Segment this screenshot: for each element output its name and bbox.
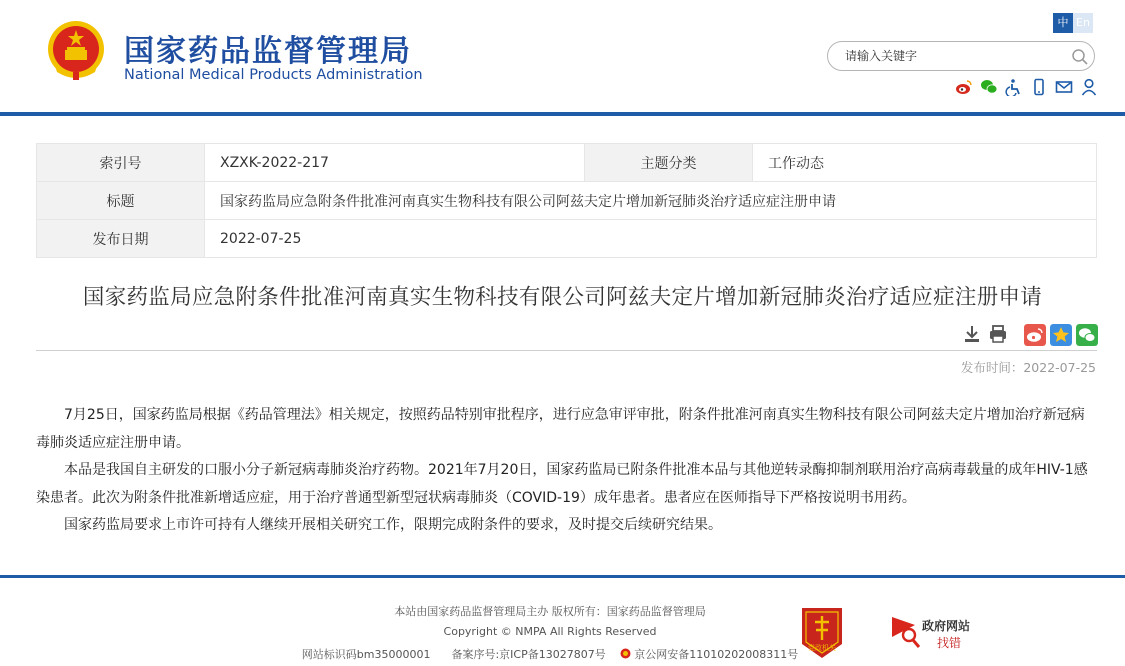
- document-meta-table: [36, 143, 1097, 258]
- national-emblem-logo[interactable]: [47, 20, 105, 82]
- publish-time: 发布时间：2022-07-25: [960, 360, 1096, 375]
- lang-en-button[interactable]: En: [1073, 13, 1093, 33]
- date-label: 发布日期: [37, 220, 205, 258]
- index-value: XZXK-2022-217: [205, 144, 585, 182]
- search-icon[interactable]: [1071, 48, 1089, 66]
- article-paragraph: 国家药监局要求上市许可持有人继续开展相关研究工作，限期完成附条件的要求，及时提交后续研究结果。: [64, 517, 722, 533]
- header-icon-bar: [955, 78, 1105, 96]
- share-weibo-icon[interactable]: [1024, 324, 1046, 346]
- site-title-en[interactable]: National Medical Products Administration: [124, 67, 423, 83]
- badge2-subtitle: 找错: [937, 636, 962, 650]
- article-paragraph: 本品是我国自主研发的口服小分子新冠病毒肺炎治疗药物。2021年7月20日，国家药监局已附条件批准本品与其他逆转录酶抑制剂联用治疗高病毒载量的成年HIV-1感染患者。此次为附条件批准新增适应症，用于治疗普通型新型冠状病毒肺炎（COVID-19）成年患者。患者应在医师指导下严格按说明书用药。: [36, 462, 1088, 506]
- icp-link[interactable]: 备案序号:京ICP备13027807号: [451, 648, 606, 661]
- accessibility-icon[interactable]: [1005, 78, 1023, 96]
- badge1-text: 党政机关: [808, 644, 836, 652]
- title-label: 标题: [37, 182, 205, 220]
- search-box: [827, 41, 1095, 71]
- site-title-cn[interactable]: 国家药品监督管理局: [124, 34, 412, 69]
- meta-row: [37, 220, 1097, 258]
- site-id: 网站标识码bm35000001: [301, 648, 431, 661]
- police-record-link[interactable]: 京公网安备11010202008311号: [634, 648, 799, 661]
- topic-value: 工作动态: [753, 144, 1097, 182]
- article-toolbar: [962, 324, 1102, 346]
- index-label: 索引号: [37, 144, 205, 182]
- footer-divider: [0, 575, 1125, 578]
- email-icon[interactable]: [1055, 78, 1073, 96]
- title-value: 国家药监局应急附条件批准河南真实生物科技有限公司阿兹夫定片增加新冠肺炎治疗适应症注册申请: [205, 182, 1097, 220]
- title-divider: [36, 350, 1097, 351]
- weibo-icon[interactable]: [955, 78, 973, 96]
- site-header: [0, 0, 1125, 112]
- police-badge-icon: [620, 648, 631, 659]
- footer-registration: [250, 646, 850, 662]
- topic-label: 主题分类: [585, 144, 753, 182]
- article-paragraph: 7月25日，国家药监局根据《药品管理法》相关规定，按照药品特别审批程序，进行应急审评审批，附条件批准河南真实生物科技有限公司阿兹夫定片增加治疗新冠病毒肺炎适应症注册申请。: [36, 407, 1085, 451]
- article-body: [36, 402, 1098, 540]
- badge2-title: 政府网站: [922, 619, 971, 633]
- wechat-icon[interactable]: [980, 78, 998, 96]
- meta-row: [37, 144, 1097, 182]
- print-icon[interactable]: [988, 324, 1008, 344]
- mobile-icon[interactable]: [1030, 78, 1048, 96]
- language-switch: [1053, 13, 1093, 33]
- share-qzone-icon[interactable]: [1050, 324, 1072, 346]
- header-divider: [0, 112, 1125, 116]
- magnifier-flag-icon: [891, 615, 921, 649]
- date-value: 2022-07-25: [205, 220, 1097, 258]
- share-wechat-icon[interactable]: [1076, 324, 1098, 346]
- article-title: 国家药监局应急附条件批准河南真实生物科技有限公司阿兹夫定片增加新冠肺炎治疗适应症注册申请: [82, 285, 1043, 310]
- user-icon[interactable]: [1080, 78, 1098, 96]
- lang-zh-button[interactable]: 中: [1053, 13, 1073, 33]
- gov-site-error-report[interactable]: [891, 614, 981, 650]
- footer-copyright: Copyright © NMPA All Rights Reserved: [443, 625, 657, 638]
- search-input[interactable]: [845, 46, 1065, 66]
- download-icon[interactable]: [962, 324, 982, 344]
- party-gov-badge-icon[interactable]: [799, 606, 845, 660]
- meta-row: [37, 182, 1097, 220]
- footer-sponsor: 本站由国家药品监督管理局主办 版权所有：国家药品监督管理局: [394, 605, 706, 618]
